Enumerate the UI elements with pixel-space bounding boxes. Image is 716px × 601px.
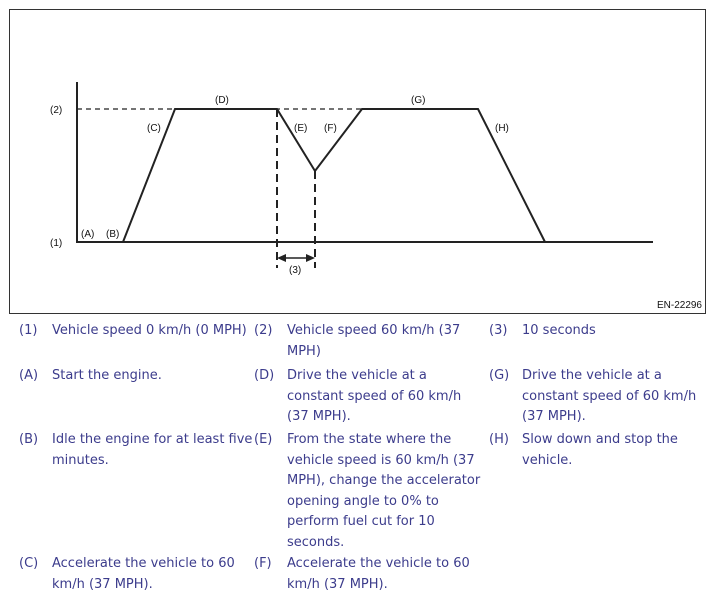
label-g: (G) bbox=[411, 95, 426, 106]
label-y-low: (1) bbox=[50, 238, 63, 249]
legend-text: Drive the vehicle at a constant speed of 60 km/h (37 MPH). bbox=[287, 368, 462, 424]
legend-text: Accelerate the vehicle to 60 km/h (37 MPH). bbox=[52, 556, 235, 592]
legend-key: (2) bbox=[254, 323, 273, 338]
label-a: (A) bbox=[81, 229, 95, 240]
legend-text: Accelerate the vehicle to 60 km/h (37 MPH). bbox=[287, 556, 470, 592]
label-b: (B) bbox=[106, 229, 120, 240]
label-d: (D) bbox=[215, 95, 229, 106]
label-interval: (3) bbox=[289, 265, 302, 276]
label-e: (E) bbox=[294, 123, 308, 134]
label-y-high: (2) bbox=[50, 105, 63, 116]
legend-key: (3) bbox=[489, 323, 508, 338]
legend-key: (C) bbox=[19, 556, 39, 571]
legend-key: (B) bbox=[19, 432, 39, 447]
legend-key: (E) bbox=[254, 432, 273, 447]
legend-key: (1) bbox=[19, 323, 38, 338]
label-h: (H) bbox=[495, 123, 509, 134]
legend-key: (H) bbox=[489, 432, 509, 447]
legend-text: Idle the engine for at least five minutes. bbox=[52, 432, 253, 468]
legend-text: Slow down and stop the vehicle. bbox=[522, 432, 678, 468]
legend-key: (D) bbox=[254, 368, 275, 383]
legend-text: Vehicle speed 60 km/h (37 MPH) bbox=[287, 323, 461, 359]
legend-text: 10 seconds bbox=[522, 323, 596, 338]
legend-text: From the state where the vehicle speed is 60 km/h (37 MPH), change the accelerator opening angle to 0% to perform fuel cut for 10 seconds. bbox=[287, 432, 481, 550]
legend-text: Vehicle speed 0 km/h (0 MPH) bbox=[52, 323, 247, 338]
legend-key: (A) bbox=[19, 368, 39, 383]
figure-code: EN-22296 bbox=[656, 300, 702, 311]
label-c: (C) bbox=[147, 123, 161, 134]
legend-text: Start the engine. bbox=[52, 368, 162, 383]
legend-key: (F) bbox=[254, 556, 272, 571]
legend-key: (G) bbox=[489, 368, 510, 383]
label-f: (F) bbox=[324, 123, 337, 134]
legend-text: Drive the vehicle at a constant speed of 60 km/h (37 MPH). bbox=[522, 368, 697, 424]
